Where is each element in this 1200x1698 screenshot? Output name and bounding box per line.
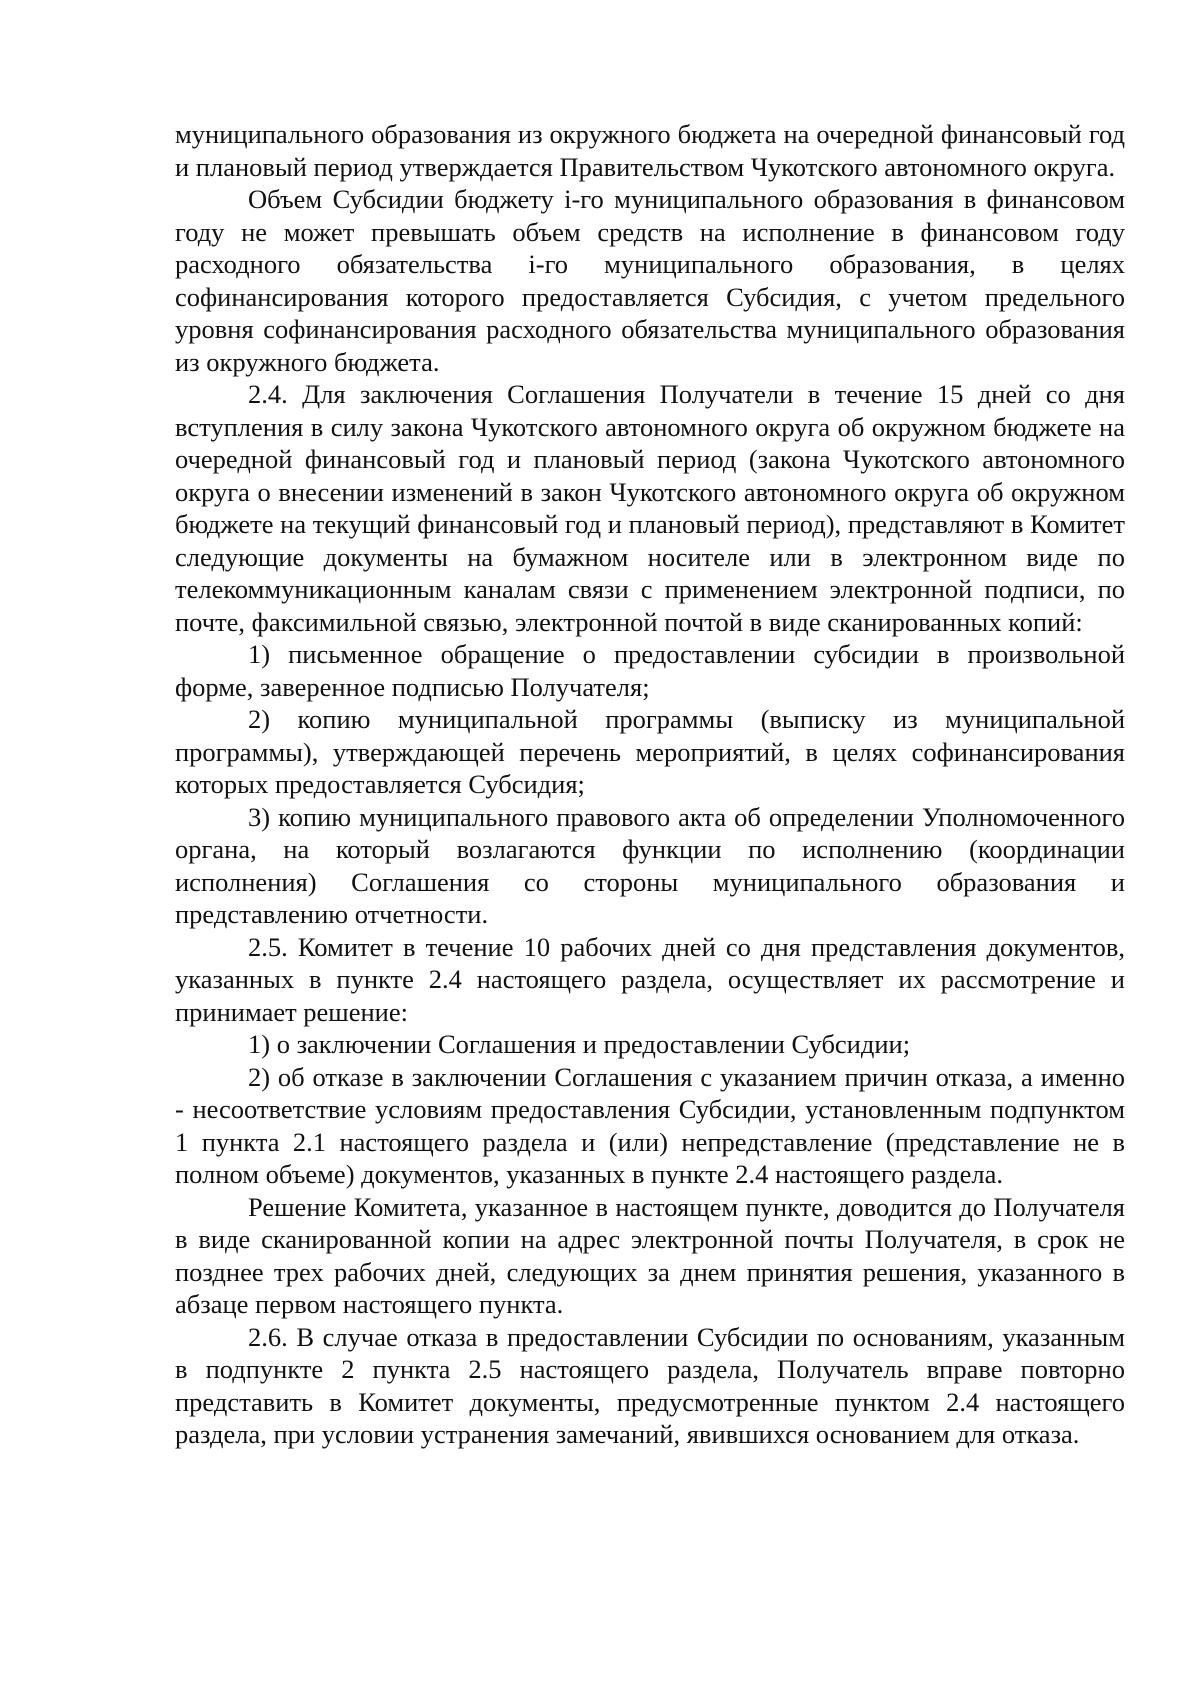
list-item-2-4-2: 2) копию муниципальной программы (выписку из муниципальной программы), утверждающей перечень мероприятий, в целях софинансирования которых предоставляется Субсидия;: [175, 704, 1125, 799]
paragraph-2-4: 2.4. Для заключения Соглашения Получатели в течение 15 дней со дня вступления в силу закона Чукотского автономного округа об окружном бюджете на очередной финансовый год и плановый период (закона Чукотского автономного округа о внесении изменений в закон Чукотского автономного округа об окружном бюджете на текущий финансовый год и плановый период), представляют в Комитет следующие документы на бумажном носителе или в электронном виде по телекоммуникационным каналам связи с применением электронной подписи, по почте, факсимильной связью, электронной почтой в виде сканированных копий:: [175, 379, 1125, 637]
list-item-2-4-1: 1) письменное обращение о предоставлении субсидии в произвольной форме, заверенное подписью Получателя;: [175, 639, 1125, 702]
paragraph-subsidy-volume: Объем Субсидии бюджету i-го муниципального образования в финансовом году не может превышать объем средств на исполнение в финансовом году расходного обязательства i-го муниципального образования, в целях софинансирования которого предоставляется Субсидия, с учетом предельного уровня софинансирования расходного обязательства муниципального образования из окружного бюджета.: [175, 184, 1125, 377]
list-item-2-5-1: 1) о заключении Соглашения и предоставлении Субсидии;: [248, 1029, 911, 1059]
paragraph-2-5: 2.5. Комитет в течение 10 рабочих дней со дня представления документов, указанных в пункте 2.4 настоящего раздела, осуществляет их рассмотрение и принимает решение:: [175, 931, 1125, 1027]
paragraph-continuation: муниципального образования из окружного бюджета на очередной финансовый год и плановый период утверждается Правительством Чукотского автономного округа.: [175, 119, 1125, 182]
list-item-2-5-2: 2) об отказе в заключении Соглашения с указанием причин отказа, а именно - несоответствие условиям предоставления Субсидии, установленным подпунктом 1 пункта 2.1 настоящего раздела и (или) непредставление (представление не в полном объеме) документов, указанных в пункте 2.4 настоящего раздела.: [175, 1061, 1125, 1189]
list-item-2-4-3: 3) копию муниципального правового акта об определении Уполномоченного органа, на который возлагаются функции по исполнению (координации исполнения) Соглашения со стороны муниципального образования и представлению отчетности.: [175, 801, 1125, 929]
paragraph-decision-notice: Решение Комитета, указанное в настоящем пункте, доводится до Получателя в виде сканированной копии на адрес электронной почты Получателя, в срок не позднее трех рабочих дней, следующих за днем принятия решения, указанного в абзаце первом настоящего пункта.: [175, 1191, 1125, 1319]
paragraph-2-6: 2.6. В случае отказа в предоставлении Субсидии по основаниям, указанным в подпункте 2 пункта 2.5 настоящего раздела, Получатель вправе повторно представить в Комитет документы, предусмотренные пунктом 2.4 настоящего раздела, при условии устранения замечаний, явившихся основанием для отказа.: [175, 1321, 1125, 1449]
document-page: [175, 118, 1125, 1451]
